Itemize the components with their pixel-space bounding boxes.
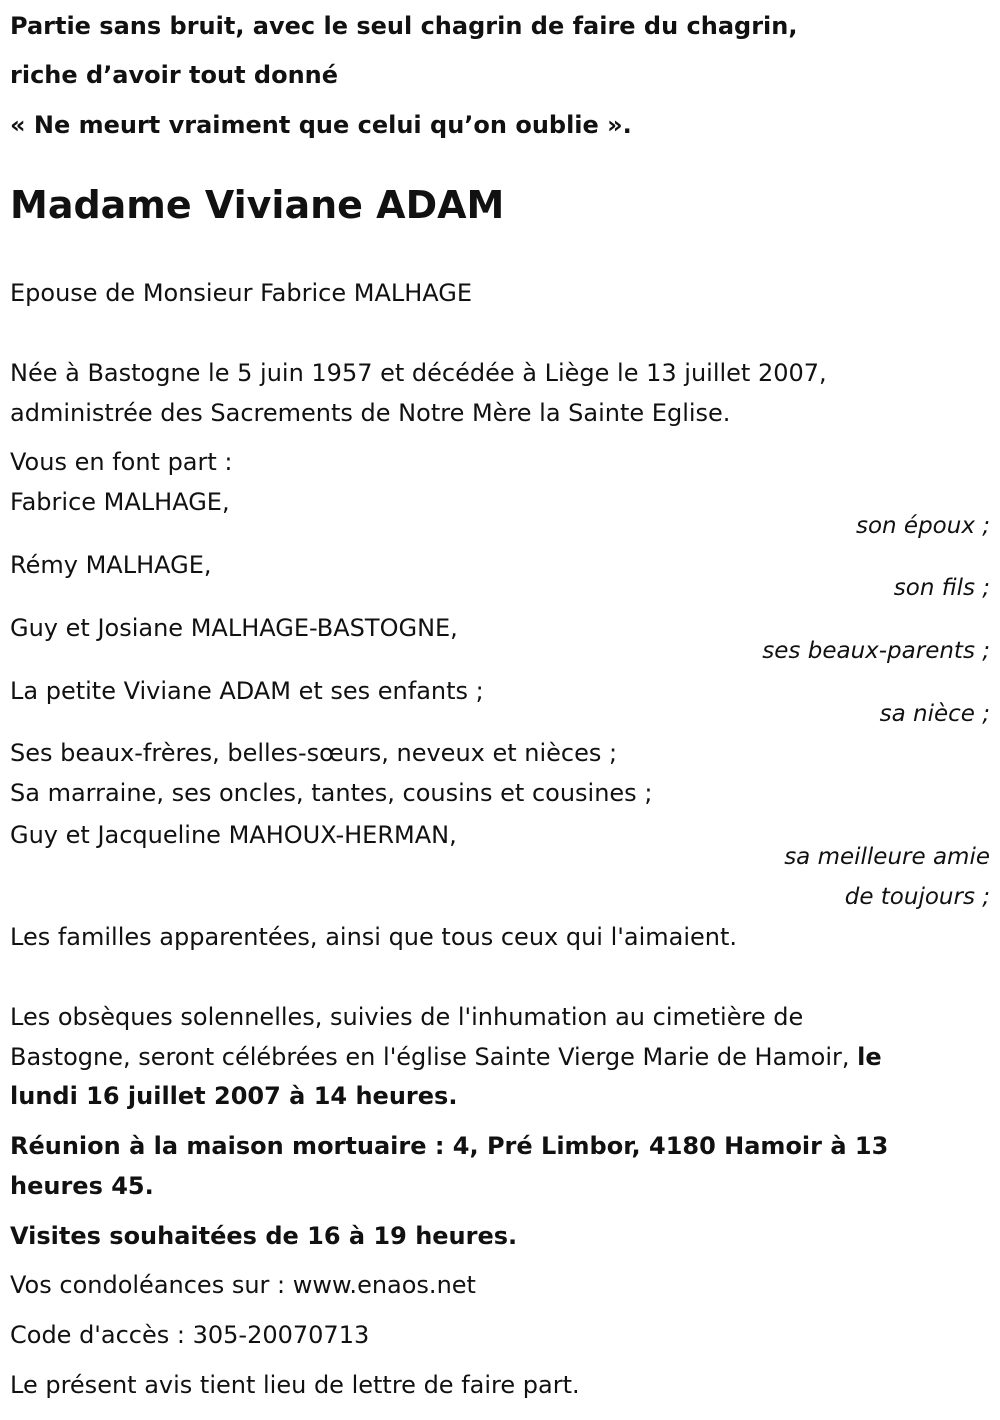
family-member-name: Guy et Josiane MALHAGE-BASTOGNE, xyxy=(10,614,458,642)
epigraph-line-1: Partie sans bruit, avec le seul chagrin de faire du chagrin, xyxy=(10,12,798,40)
meeting-line-2: heures 45. xyxy=(10,1172,154,1200)
family-member-role: son fils ; xyxy=(893,575,990,601)
family-member-name: Rémy MALHAGE, xyxy=(10,551,212,579)
family-member-role: ses beaux-parents ; xyxy=(762,638,990,664)
deceased-name: Madame Viviane ADAM xyxy=(10,183,505,227)
access-code-line: Code d'accès : 305-20070713 xyxy=(10,1321,370,1349)
family-member-role: sa meilleure amie xyxy=(784,844,990,870)
birth-death-line-2: administrée des Sacrements de Notre Mère la Sainte Eglise. xyxy=(10,399,731,427)
family-member-role: sa nièce ; xyxy=(879,701,990,727)
spouse-line: Epouse de Monsieur Fabrice MALHAGE xyxy=(10,279,473,307)
visits-line: Visites souhaitées de 16 à 19 heures. xyxy=(10,1222,518,1250)
family-member-name: Ses beaux-frères, belles-sœurs, neveux et nièces ; xyxy=(10,739,618,767)
family-member-role: son époux ; xyxy=(855,513,990,539)
funeral-line-2-text: Bastogne, seront célébrées en l'église Sainte Vierge Marie de Hamoir, xyxy=(10,1043,850,1071)
condolences-line: Vos condoléances sur : www.enaos.net xyxy=(10,1271,476,1299)
funeral-line-2-bold: le xyxy=(857,1043,882,1071)
announce-intro: Vous en font part : xyxy=(10,448,233,476)
family-member-role-continued: de toujours ; xyxy=(844,884,990,910)
family-member-name: Sa marraine, ses oncles, tantes, cousins et cousines ; xyxy=(10,779,653,807)
closing-line: Le présent avis tient lieu de lettre de faire part. xyxy=(10,1371,580,1399)
family-member-name: La petite Viviane ADAM et ses enfants ; xyxy=(10,677,484,705)
epigraph-line-2: riche d’avoir tout donné xyxy=(10,61,339,89)
family-member-name: Guy et Jacqueline MAHOUX-HERMAN, xyxy=(10,821,457,849)
epigraph-line-3: « Ne meurt vraiment que celui qu’on oublie ». xyxy=(10,111,632,139)
families-line: Les familles apparentées, ainsi que tous ceux qui l'aimaient. xyxy=(10,923,738,951)
funeral-line-2 xyxy=(10,1037,990,1077)
family-member-name: Fabrice MALHAGE, xyxy=(10,488,230,516)
meeting-line-1: Réunion à la maison mortuaire : 4, Pré Limbor, 4180 Hamoir à 13 xyxy=(10,1132,889,1160)
funeral-date-time: lundi 16 juillet 2007 à 14 heures. xyxy=(10,1082,458,1110)
funeral-line-1: Les obsèques solennelles, suivies de l'inhumation au cimetière de xyxy=(10,1003,804,1031)
birth-death-line-1: Née à Bastogne le 5 juin 1957 et décédée à Liège le 13 juillet 2007, xyxy=(10,359,827,387)
